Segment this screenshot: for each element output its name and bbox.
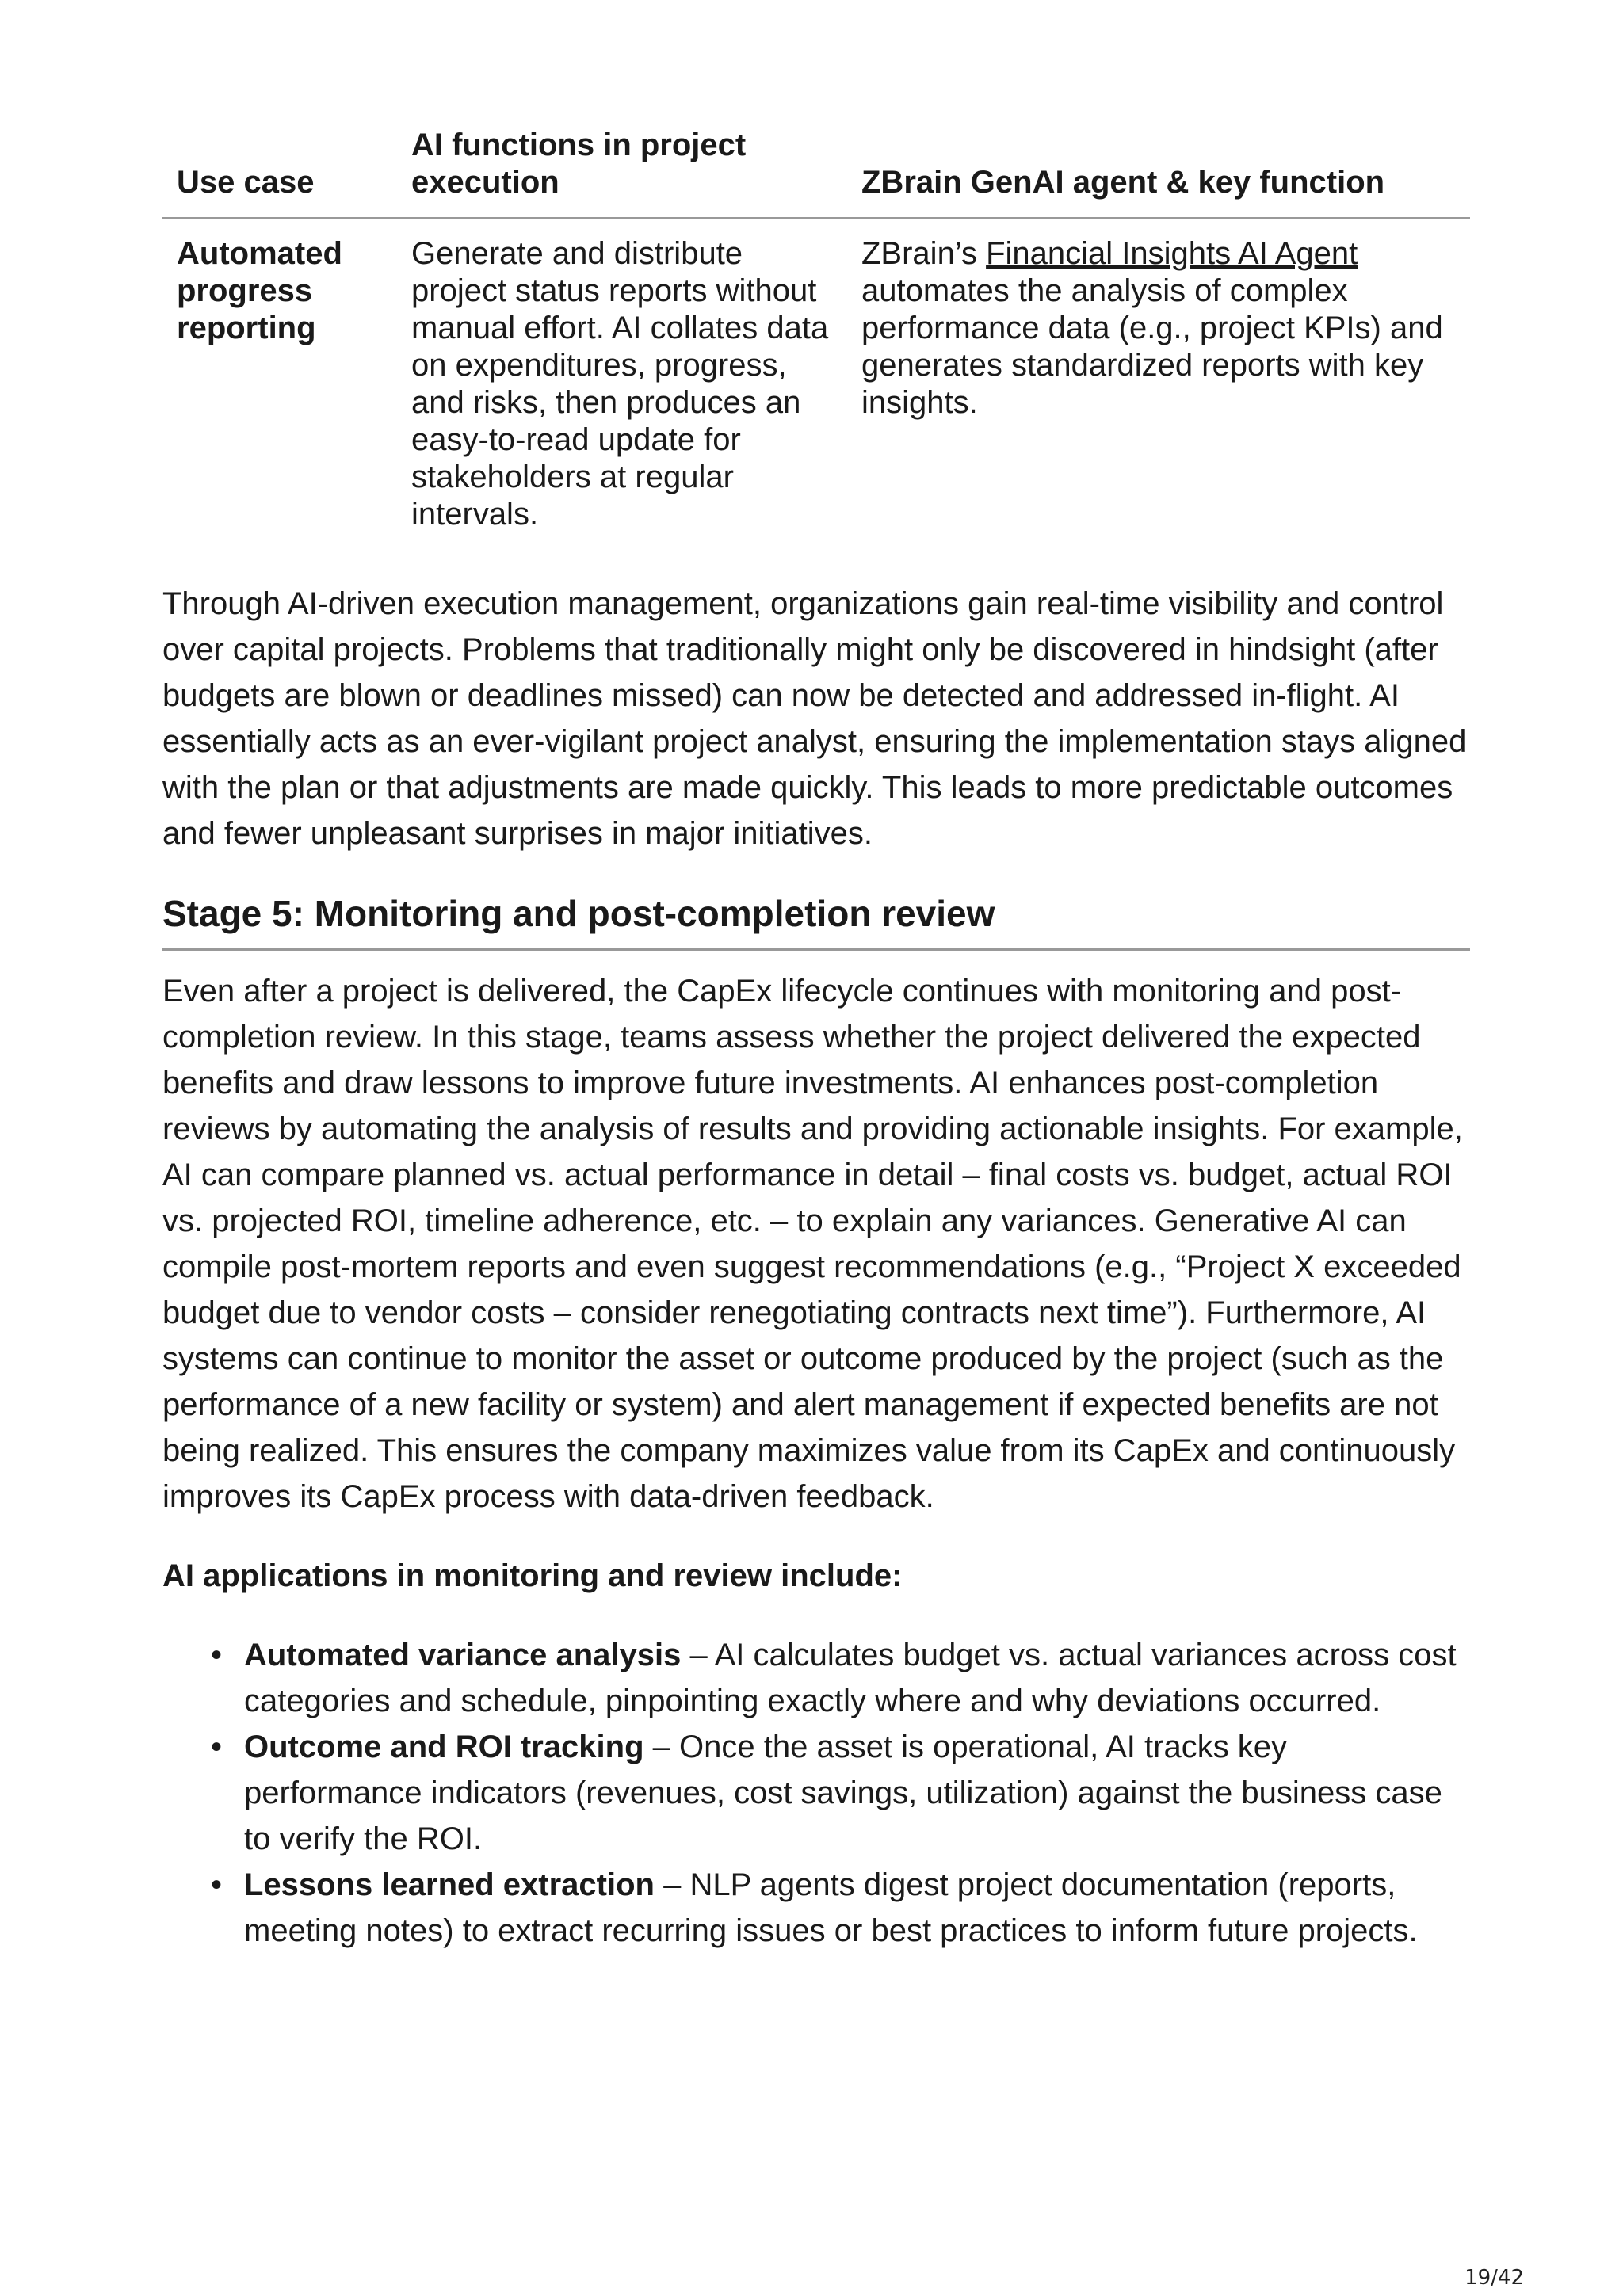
stage-paragraph: Even after a project is delivered, the CapEx lifecycle continues with monitoring and post-completion review. In this stage, teams assess whether the project delivered the expected benefits and draw lessons to improve future investments. AI enhances post-completion reviews by automating the analysis of results and providing actionable insights. For example, AI can compare planned vs. actual performance in detail – final costs vs. budget, actual ROI vs. projected ROI, timeline adherence, etc. – to explain any variances. Generative AI can compile post-mortem reports and even suggest recommendations (e.g., “Project X exceeded budget due to vendor costs – consider renegotiating contracts next time”). Furthermore, AI systems can continue to monitor the asset or outcome produced by the project (such as the performance of a new facility or system) and alert management if expected benefits are not being realized. This ensures the company maximizes value from its CapEx and continuously improves its CapEx process with data-driven feedback. xyxy=(162,974,1463,1514)
use-case-table xyxy=(162,127,1470,533)
list-item xyxy=(211,1632,1470,1724)
stage-heading: Stage 5: Monitoring and post-completion review xyxy=(162,891,1470,951)
list-item-title: Outcome and ROI tracking xyxy=(244,1730,644,1764)
list-item-title: Automated variance analysis xyxy=(244,1638,682,1672)
document-page xyxy=(162,127,1470,1954)
bullet-icon: • xyxy=(211,1867,223,1902)
table-header-row xyxy=(162,127,1470,219)
agent-description: automates the analysis of complex performance data (e.g., project KPIs) and generates standardized reports with key insights. xyxy=(861,273,1443,420)
list-item xyxy=(211,1862,1470,1954)
bullet-icon: • xyxy=(211,1730,223,1764)
header-zbrain-agent: ZBrain GenAI agent & key function xyxy=(861,165,1385,200)
header-ai-functions: AI functions in project execution xyxy=(411,128,747,200)
applications-heading: AI applications in monitoring and review include: xyxy=(162,1558,903,1593)
list-item-text: – AI calculates budget vs. actual variances across cost categories and schedule, pinpointing exactly where and why deviations occurred. xyxy=(244,1638,1457,1718)
intro-paragraph: Through AI-driven execution management, organizations gain real-time visibility and control over capital projects. Problems that traditionally might only be discovered in hindsight (after budgets are blown or deadlines missed) can now be detected and addressed in-flight. AI essentially acts as an ever-vigilant project analyst, ensuring the implementation stays aligned with the plan or that adjustments are made quickly. This leads to more predictable outcomes and fewer unpleasant surprises in major initiatives. xyxy=(162,586,1467,851)
cell-zbrain-agent xyxy=(847,219,1470,534)
page-number: 19/42 xyxy=(1465,2266,1524,2290)
financial-insights-agent-link[interactable]: Financial Insights AI Agent xyxy=(986,236,1358,271)
agent-prefix: ZBrain’s xyxy=(861,236,987,271)
list-item-text: – NLP agents digest project documentation (reports, meeting notes) to extract recurring issues or best practices to inform future projects. xyxy=(244,1867,1418,1948)
cell-use-case: Automated progress reporting xyxy=(177,236,342,345)
header-use-case: Use case xyxy=(177,165,315,200)
list-item xyxy=(211,1724,1470,1862)
list-item-text: – Once the asset is operational, AI tracks key performance indicators (revenues, cost savings, utilization) against the business case to verify the ROI. xyxy=(244,1730,1442,1856)
applications-list xyxy=(162,1632,1470,1954)
bullet-icon: • xyxy=(211,1638,223,1672)
table-row xyxy=(162,219,1470,534)
cell-ai-functions: Generate and distribute project status reports without manual effort. AI collates data on expenditures, progress, and risks, then produces an easy-to-read update for stakeholders at regular intervals. xyxy=(411,236,829,532)
list-item-title: Lessons learned extraction xyxy=(244,1867,655,1902)
